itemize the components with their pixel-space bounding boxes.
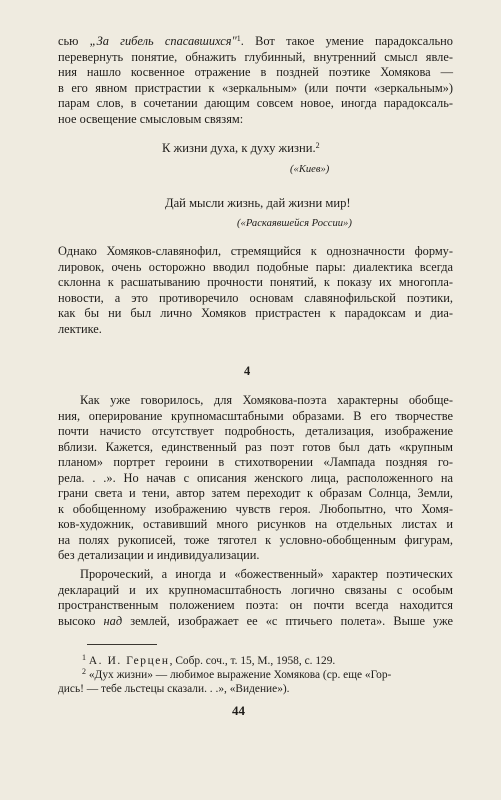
text-line: перевернуть понятие, обнажить глубинный, внутренний смысл явле- — [58, 49, 453, 64]
text-line: к обобщенному изображению чувств героя. Любопытно, что Хомя- — [58, 501, 453, 516]
footnotes — [58, 654, 453, 697]
text-line: планом» портрет героини в стихотворении «Лампада поздняя го- — [58, 455, 453, 470]
quoted-title: „За гибель спасавшихся" — [89, 34, 237, 48]
footnote-2-continuation: дись! — тебе льстецы сказали. . .», «Видение»). — [58, 683, 290, 696]
text-line: ния, оперирование крупномасштабными образами. В его творчестве — [58, 408, 453, 423]
page-number: 44 — [232, 703, 245, 718]
paragraph-3 — [58, 393, 453, 564]
footnote-divider — [87, 644, 157, 645]
text-line: склонна к расшатыванию прочности понятий, к показу их многопла- — [58, 275, 453, 290]
text-line: парам слов, в сочетании дающим совсем новое, иногда парадоксаль- — [58, 96, 453, 111]
footnote-2: $^2$ «Дух жизни» — любимое выражение Хомякова (ср. еще «Гор- — [82, 667, 392, 682]
verse-source-2: («Раскаявшейся России») — [237, 218, 352, 229]
text-line: новости, а это противоречило основам славянофильской поэтики, — [58, 290, 453, 305]
text-line: рела. . .». Но начав с описания женского лица, расположенного на — [58, 470, 453, 485]
text-line: в его явном пристрастии к «зеркальным» (или почти «зеркальным») — [58, 80, 453, 95]
paragraph-2 — [58, 244, 453, 337]
footnote-ref-1: 1 — [236, 34, 241, 43]
text-line: ков-художник, оставивший много рисунков на отдельных листах и — [58, 517, 453, 532]
text-line: лировок, очень осторожно вводил подобные пары: диалектика всегда — [58, 259, 453, 274]
verse-line-1: К жизни духа, к духу жизни.$^2$ — [162, 141, 320, 155]
text-line: высоко над землей, изображает ее «с птичьего полета». Выше уже — [58, 613, 453, 628]
text-line: деклараций и их крупномасштабность логично связаны с особым — [58, 582, 453, 597]
text-line: грани света и тени, автор затем переходит к образам Солнца, Земли, — [58, 486, 453, 501]
text-line: вблизи. Кажется, единственный раз поэт готов был дать «крупным — [58, 439, 453, 454]
verse-source-1: («Киев») — [290, 164, 330, 175]
text-line: Однако Хомяков-славянофил, стремящийся к однозначности форму- — [58, 244, 453, 258]
footnote-1: $^1$ А. И. Герцен, Собр. соч., т. 15, М., 1958, с. 129. — [82, 653, 336, 667]
text-line: ния нашло косвенное отражение в поздней поэтике Хомякова — — [58, 65, 453, 80]
section-number: 4 — [244, 364, 251, 378]
emphasis: над — [103, 613, 123, 628]
text-line: без детализации и индивидуализации. — [58, 548, 260, 563]
text-line: почти начисто отсутствует подробность, детализация, изображение — [58, 424, 453, 439]
text-line: пространственным положением поэта: он почти всегда находится — [58, 598, 453, 613]
text-line: как бы ни был лично Хомяков пристрастен к парадоксам и диа- — [58, 306, 453, 321]
paragraph-4 — [58, 567, 453, 629]
text-line: на полях рукописей, тоже тяготел к условно-обобщенным фигурам, — [58, 532, 453, 547]
text-line: сью „За гибель спасавшихся"$^1$. Вот такое умение парадоксально — [58, 34, 453, 48]
text-line: Как уже говорилось, для Хомякова-поэта характерны обобще- — [80, 393, 453, 407]
text-line: лектике. — [58, 321, 102, 336]
text-line: Пророческий, а иногда и «божественный» характер поэтических — [80, 567, 453, 581]
paragraph-1 — [58, 34, 453, 127]
footnote-ref-2: 2 — [315, 141, 320, 150]
text-line: ное освещение смысловым связям: — [58, 111, 244, 126]
verse-line-2: Дай мысли жизнь, дай жизни мир! — [165, 196, 351, 210]
